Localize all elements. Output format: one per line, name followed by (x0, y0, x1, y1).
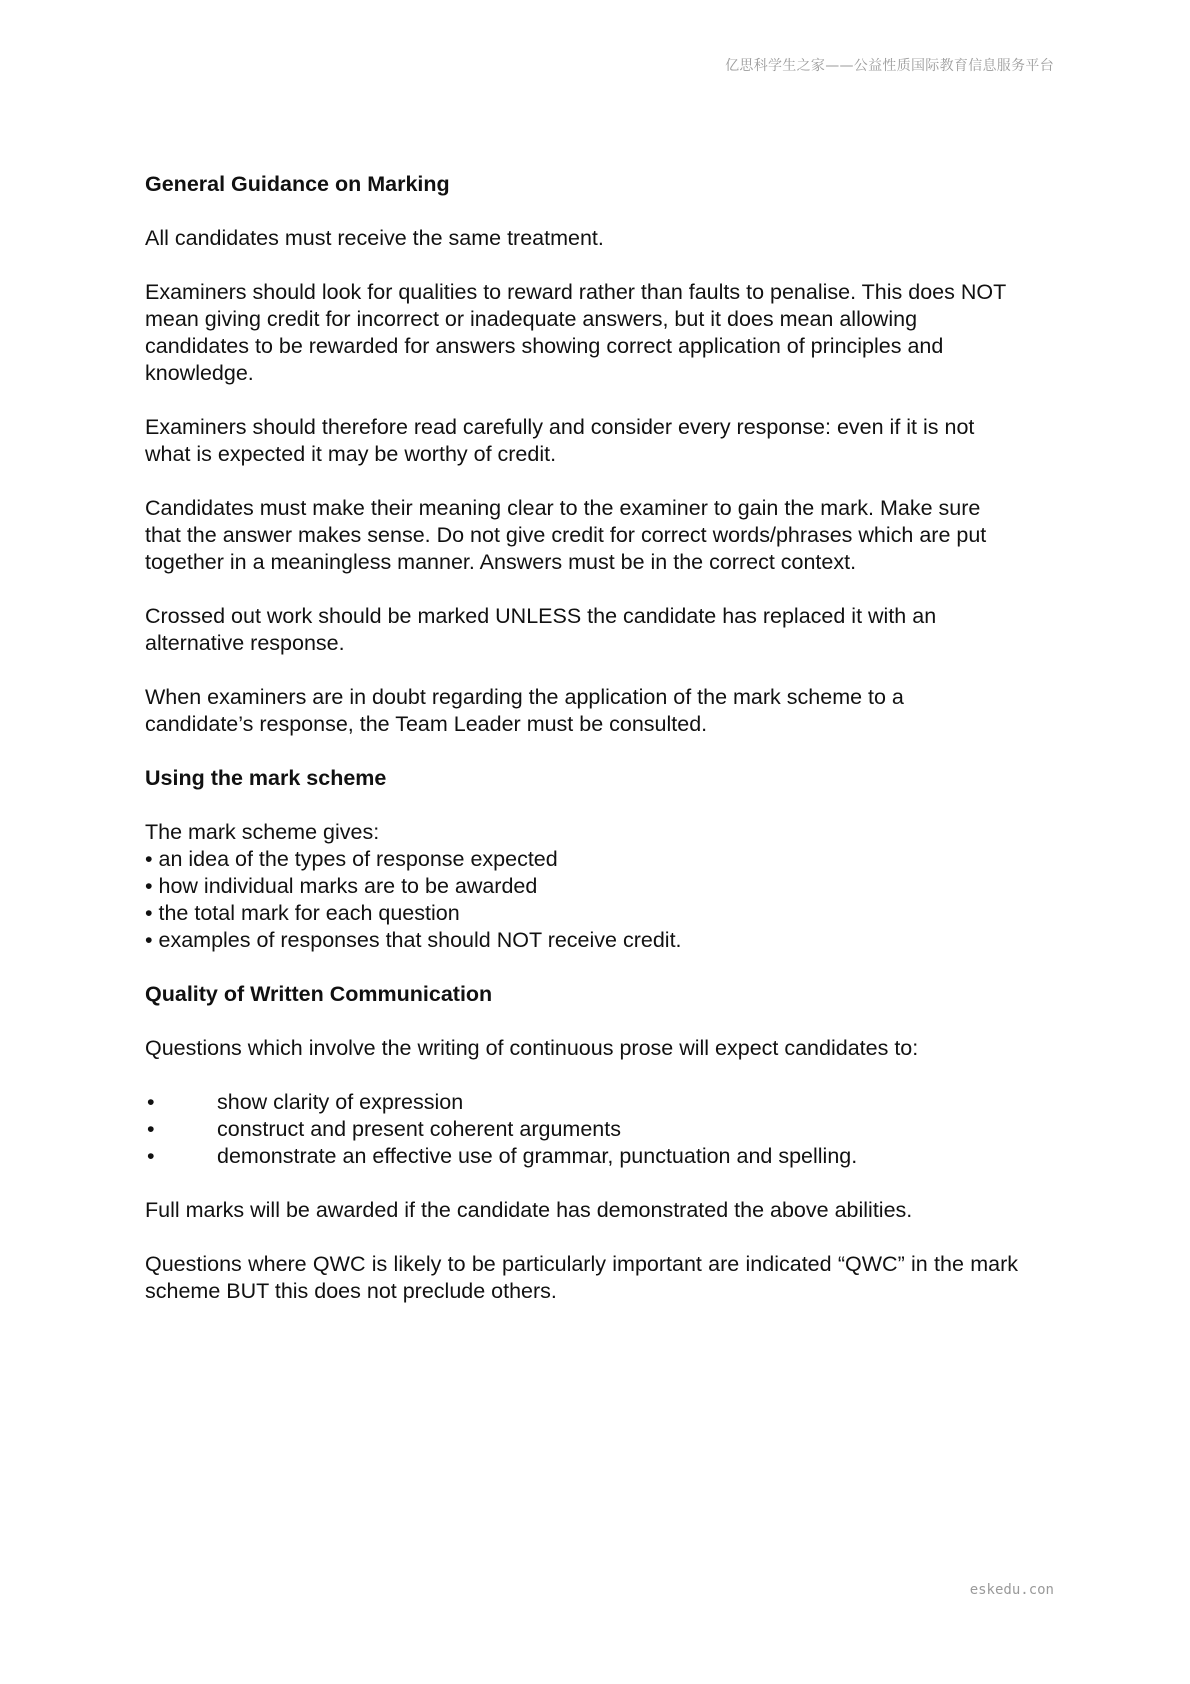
list-item-text: show clarity of expression (217, 1090, 464, 1114)
paragraph-crossed-out-work: Crossed out work should be marked UNLESS the candidate has replaced it with an alternative response. (145, 604, 937, 655)
mark-scheme-list (145, 819, 1018, 954)
paragraph-qwc-indicated: Questions where QWC is likely to be particularly important are indicated “QWC” in the mark scheme BUT this does not preclude others. (145, 1252, 1018, 1303)
list-item (145, 1143, 1018, 1170)
bullet-icon: • (147, 1117, 155, 1141)
footer-watermark: eskedu.con (969, 1582, 1054, 1598)
list-item: • the total mark for each question (145, 901, 460, 925)
list-item (145, 1089, 1018, 1116)
paragraph-full-marks: Full marks will be awarded if the candidate has demonstrated the above abilities. (145, 1198, 913, 1222)
paragraph-read-carefully: Examiners should therefore read carefully and consider every response: even if it is not what is expected it may be worthy of credit. (145, 415, 975, 466)
paragraph-doubt-consult: When examiners are in doubt regarding the application of the mark scheme to a candidate’s response, the Team Leader must be consulted. (145, 685, 904, 736)
paragraph-qwc-expectations: Questions which involve the writing of continuous prose will expect candidates to: (145, 1036, 919, 1060)
document-body (145, 171, 1018, 1332)
mark-scheme-intro: The mark scheme gives: (145, 820, 380, 844)
list-item (145, 1116, 1018, 1143)
header-watermark: 亿思科学生之家——公益性质国际教育信息服务平台 (725, 58, 1054, 74)
paragraph-same-treatment: All candidates must receive the same treatment. (145, 226, 604, 250)
paragraph-reward-qualities: Examiners should look for qualities to reward rather than faults to penalise. This does NOT mean giving credit for incorrect or inadequate answers, but it does mean allowing candidates to be rewarded for answers showing correct application of principles and knowledge. (145, 280, 1006, 385)
bullet-icon: • (147, 1090, 155, 1114)
bullet-icon: • (147, 1144, 155, 1168)
list-item-text: construct and present coherent arguments (217, 1117, 621, 1141)
list-item: • an idea of the types of response expected (145, 847, 558, 871)
heading-using-mark-scheme: Using the mark scheme (145, 766, 387, 790)
list-item-text: demonstrate an effective use of grammar, punctuation and spelling. (217, 1144, 858, 1168)
heading-general-guidance: General Guidance on Marking (145, 172, 450, 196)
heading-quality-written-communication: Quality of Written Communication (145, 982, 493, 1006)
list-item: • examples of responses that should NOT receive credit. (145, 928, 682, 952)
list-item: • how individual marks are to be awarded (145, 874, 538, 898)
qwc-criteria-list (145, 1089, 1018, 1170)
paragraph-meaning-clear: Candidates must make their meaning clear to the examiner to gain the mark. Make sure that the answer makes sense. Do not give credit for correct words/phrases which are put together in a meaningless manner. Answers must be in the correct context. (145, 496, 987, 574)
